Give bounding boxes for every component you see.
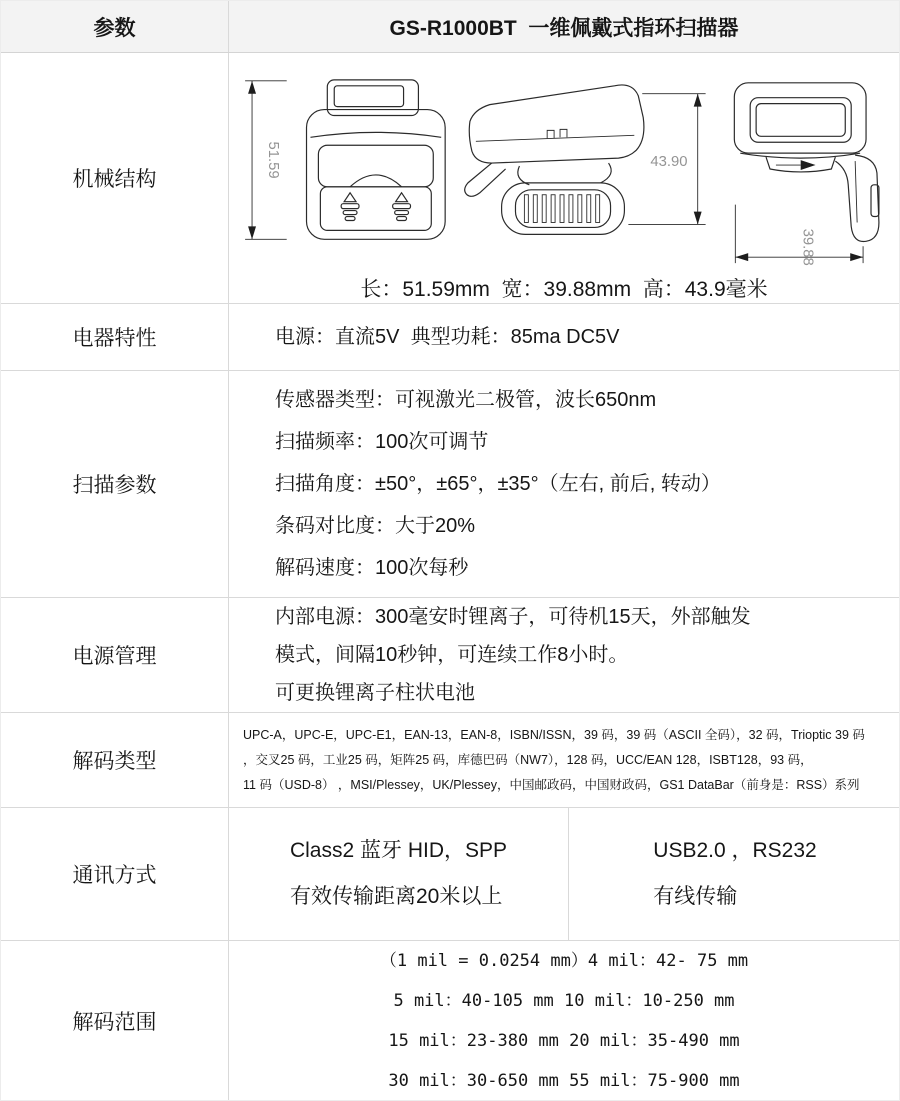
mechanical-content [229, 53, 899, 303]
power-content [229, 598, 899, 712]
power-label: 电源管理 [1, 598, 229, 712]
bluetooth-line: 有效传输距离20米以上 [289, 885, 503, 908]
decode-range-label: 解码范围 [1, 941, 229, 1101]
wired-line: USB2.0 ，RS232 [653, 839, 817, 862]
power-line: 模式，间隔10秒钟，可连续工作8小时。 [275, 644, 629, 666]
scanning-label: 扫描参数 [1, 371, 229, 597]
decode-range-line: （1 mil = 0.0254 mm）4 mil：42- 75 mm [379, 951, 749, 971]
dimension-caption: 长：51.59mm 宽：39.88mm 高：43.9毫米 [360, 278, 768, 301]
decode-types-line: 11 码（USD-8） ，MSI/Plessey，UK/Plessey，中国邮政码，中国财政码，GS1 DataBar（前身是：RSS）系列 [243, 777, 860, 792]
row-decode-range [1, 941, 899, 1101]
scanning-line: 传感器类型：可视激光二极管，波长650nm [275, 389, 657, 411]
dimension-drawing [228, 66, 900, 271]
electrical-content [229, 304, 899, 370]
row-power [1, 598, 899, 713]
product-title: GS-R1000BT 一维佩戴式指环扫描器 [389, 16, 739, 40]
row-electrical [1, 304, 899, 371]
bluetooth-cell [229, 808, 568, 940]
table-header-row [1, 1, 899, 53]
decode-range-line: 30 mil：30-650 mm 55 mil：75-900 mm [388, 1071, 740, 1091]
scanning-content [229, 371, 899, 597]
mechanical-label: 机械结构 [1, 53, 229, 303]
decode-types-label: 解码类型 [1, 713, 229, 807]
power-line: 内部电源：300毫安时锂离子，可待机15天，外部触发 [275, 606, 751, 628]
decode-types-line: UPC-A，UPC-E，UPC-E1，EAN-13，EAN-8，ISBN/ISSN，39 码，39 码（ASCII 全码），32 码，Trioptic 39 码 [243, 727, 865, 742]
decode-range-line: 15 mil：23-380 mm 20 mil：35-490 mm [388, 1031, 740, 1051]
front-view-drawing [245, 80, 445, 239]
wired-line: 有线传输 [653, 885, 738, 908]
electrical-text: 电源：直流5V 典型功耗：85ma DC5V [275, 326, 620, 348]
row-decode-types [1, 713, 899, 808]
scanning-line: 扫描频率：100次可调节 [275, 431, 489, 453]
power-line: 可更换锂离子柱状电池 [275, 682, 475, 704]
top-view-drawing [734, 83, 879, 266]
wired-cell [568, 808, 900, 940]
bluetooth-line: Class2 蓝牙 HID，SPP [289, 839, 508, 862]
dim-label-width: 39.88 [799, 228, 816, 266]
header-param-label: 参数 [1, 1, 229, 52]
scanning-line: 条码对比度：大于20% [275, 515, 476, 537]
dim-label-height: 43.90 [650, 154, 688, 171]
decode-types-line: ，交叉25 码，工业25 码，矩阵25 码，库德巴码（NW7），128 码，UCC/EAN 128，ISBT128，93 码， [243, 752, 813, 767]
communication-label: 通讯方式 [1, 808, 229, 940]
scanning-line: 解码速度：100次每秒 [275, 557, 469, 579]
side-view-drawing [465, 85, 706, 234]
electrical-label: 电器特性 [1, 304, 229, 370]
scanning-line: 扫描角度：±50°，±65°，±35°（左右, 前后, 转动） [275, 473, 721, 495]
decode-range-line: 5 mil：40-105 mm 10 mil：10-250 mm [393, 991, 735, 1011]
decode-types-content [229, 713, 899, 807]
decode-range-content [229, 941, 899, 1101]
row-scanning [1, 371, 899, 598]
row-mechanical [1, 53, 899, 304]
dim-label-length: 51.59 [264, 141, 281, 179]
row-communication [1, 808, 899, 941]
